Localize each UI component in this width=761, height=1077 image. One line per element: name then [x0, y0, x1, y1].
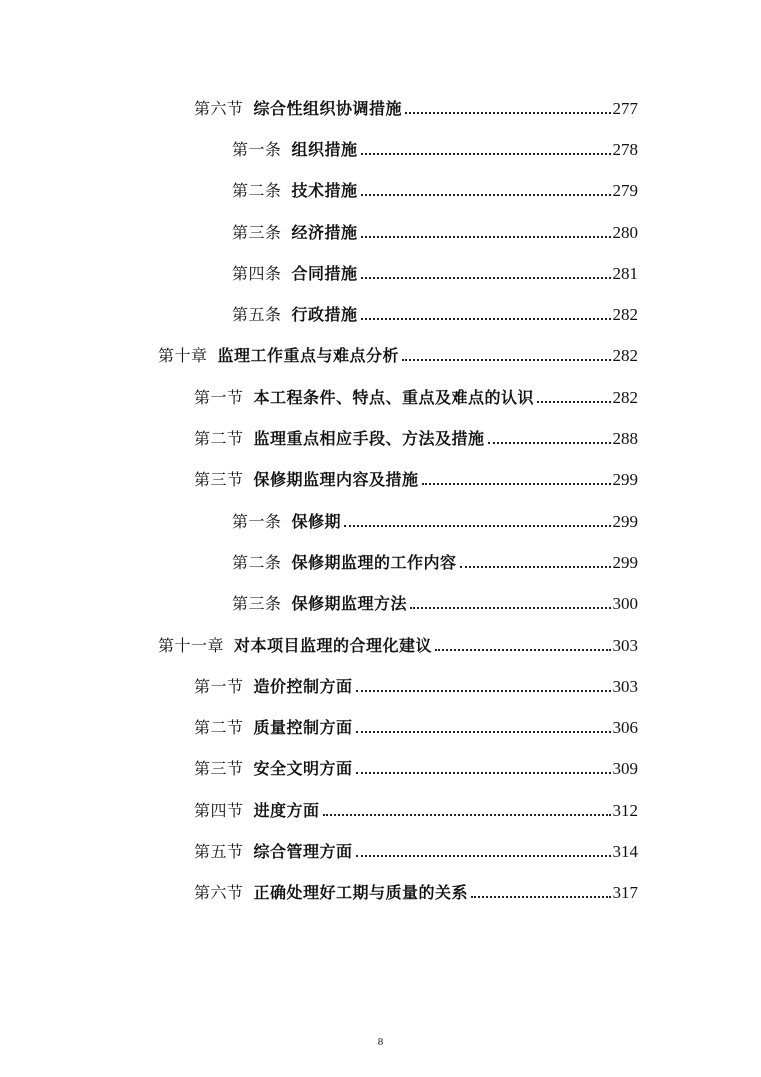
- toc-entry-label: 第六节: [194, 98, 244, 118]
- toc-entry-page: 299: [612, 511, 638, 531]
- toc-entry-page: 281: [612, 263, 638, 283]
- toc-entry-label: 第二条: [232, 552, 282, 572]
- toc-entry-title: 保修期: [291, 511, 342, 531]
- toc-entry[interactable]: [0, 88, 761, 129]
- dot-leader: [361, 263, 611, 279]
- toc-entry-label: 第三节: [194, 470, 244, 490]
- dot-leader: [410, 593, 610, 609]
- dot-leader: [537, 387, 610, 403]
- toc-entry-page: 306: [612, 718, 638, 738]
- toc-entry[interactable]: [0, 584, 761, 625]
- toc-entry[interactable]: [0, 831, 761, 872]
- toc-entry-page: 280: [612, 222, 638, 242]
- toc-entry-label: 第六节: [194, 883, 244, 903]
- toc-entry-label: 第十一章: [158, 635, 225, 655]
- dot-leader: [356, 758, 611, 774]
- toc-entry-title: 行政措施: [291, 305, 358, 325]
- dot-leader: [422, 469, 611, 485]
- toc-entry[interactable]: [0, 625, 761, 666]
- dot-leader: [356, 717, 611, 733]
- toc-entry[interactable]: [0, 542, 761, 583]
- dot-leader: [488, 428, 611, 444]
- dot-leader: [405, 98, 610, 114]
- page-number: 8: [377, 1036, 384, 1048]
- toc-entry-title: 合同措施: [291, 263, 358, 283]
- toc-entry-label: 第一条: [232, 511, 282, 531]
- toc-entry-label: 第三条: [232, 594, 282, 614]
- toc-entry-title: 造价控制方面: [253, 676, 353, 696]
- toc-entry[interactable]: [0, 377, 761, 418]
- toc-entry-title: 本工程条件、特点、重点及难点的认识: [253, 387, 535, 407]
- toc-entry-label: 第四条: [232, 263, 282, 283]
- toc-entry-label: 第二节: [194, 429, 244, 449]
- toc-entry-title: 保修期监理方法: [291, 594, 408, 614]
- toc-entry-page: 303: [612, 635, 638, 655]
- toc-entry-label: 第四节: [194, 800, 244, 820]
- toc-entry-page: 299: [612, 552, 638, 572]
- toc-entry-page: 278: [612, 139, 638, 159]
- toc-entry-page: 312: [612, 800, 638, 820]
- toc-entry-label: 第一节: [194, 676, 244, 696]
- toc-entry[interactable]: [0, 790, 761, 831]
- toc-entry-page: 317: [612, 883, 638, 903]
- toc-entry-label: 第一节: [194, 387, 244, 407]
- table-of-contents: [0, 88, 761, 914]
- toc-entry-page: 277: [612, 98, 638, 118]
- toc-entry[interactable]: [0, 171, 761, 212]
- toc-entry[interactable]: [0, 336, 761, 377]
- toc-entry-title: 进度方面: [253, 800, 320, 820]
- dot-leader: [361, 180, 611, 196]
- dot-leader: [361, 139, 611, 155]
- toc-entry[interactable]: [0, 460, 761, 501]
- dot-leader: [356, 841, 611, 857]
- dot-leader: [361, 304, 611, 320]
- toc-entry-page: 282: [612, 387, 638, 407]
- toc-entry-label: 第二节: [194, 718, 244, 738]
- dot-leader: [361, 222, 611, 238]
- toc-entry[interactable]: [0, 501, 761, 542]
- toc-entry[interactable]: [0, 749, 761, 790]
- toc-entry-page: 309: [612, 759, 638, 779]
- toc-entry[interactable]: [0, 212, 761, 253]
- toc-entry[interactable]: [0, 253, 761, 294]
- toc-entry-title: 正确处理好工期与质量的关系: [253, 883, 469, 903]
- toc-entry-page: 300: [612, 594, 638, 614]
- toc-entry-title: 组织措施: [291, 139, 358, 159]
- toc-entry-title: 综合性组织协调措施: [253, 98, 403, 118]
- toc-entry-title: 监理重点相应手段、方法及措施: [253, 429, 485, 449]
- toc-entry[interactable]: [0, 873, 761, 914]
- toc-entry-title: 对本项目监理的合理化建议: [234, 635, 433, 655]
- toc-entry-title: 保修期监理内容及措施: [253, 470, 419, 490]
- toc-entry-title: 经济措施: [291, 222, 358, 242]
- toc-entry-page: 288: [612, 429, 638, 449]
- toc-entry-label: 第三节: [194, 759, 244, 779]
- toc-entry-title: 保修期监理的工作内容: [291, 552, 457, 572]
- toc-entry-label: 第一条: [232, 139, 282, 159]
- toc-entry-page: 303: [612, 676, 638, 696]
- toc-entry-title: 质量控制方面: [253, 718, 353, 738]
- dot-leader: [435, 635, 610, 651]
- dot-leader: [471, 882, 610, 898]
- toc-entry[interactable]: [0, 129, 761, 170]
- toc-entry-label: 第五条: [232, 305, 282, 325]
- toc-entry-page: 314: [612, 841, 638, 861]
- toc-entry-page: 282: [612, 346, 638, 366]
- toc-entry[interactable]: [0, 666, 761, 707]
- dot-leader: [460, 552, 611, 568]
- toc-entry-label: 第十章: [158, 346, 208, 366]
- dot-leader: [344, 511, 610, 527]
- toc-entry-page: 299: [612, 470, 638, 490]
- dot-leader: [402, 345, 610, 361]
- toc-entry-page: 282: [612, 305, 638, 325]
- toc-entry-title: 综合管理方面: [253, 841, 353, 861]
- dot-leader: [356, 676, 611, 692]
- toc-entry-label: 第五节: [194, 841, 244, 861]
- toc-entry-title: 技术措施: [291, 181, 358, 201]
- toc-entry[interactable]: [0, 294, 761, 335]
- dot-leader: [323, 800, 611, 816]
- toc-entry-title: 监理工作重点与难点分析: [217, 346, 400, 366]
- toc-entry-label: 第三条: [232, 222, 282, 242]
- toc-entry-label: 第二条: [232, 181, 282, 201]
- toc-entry-page: 279: [612, 181, 638, 201]
- toc-entry[interactable]: [0, 707, 761, 748]
- toc-entry[interactable]: [0, 418, 761, 459]
- toc-entry-title: 安全文明方面: [253, 759, 353, 779]
